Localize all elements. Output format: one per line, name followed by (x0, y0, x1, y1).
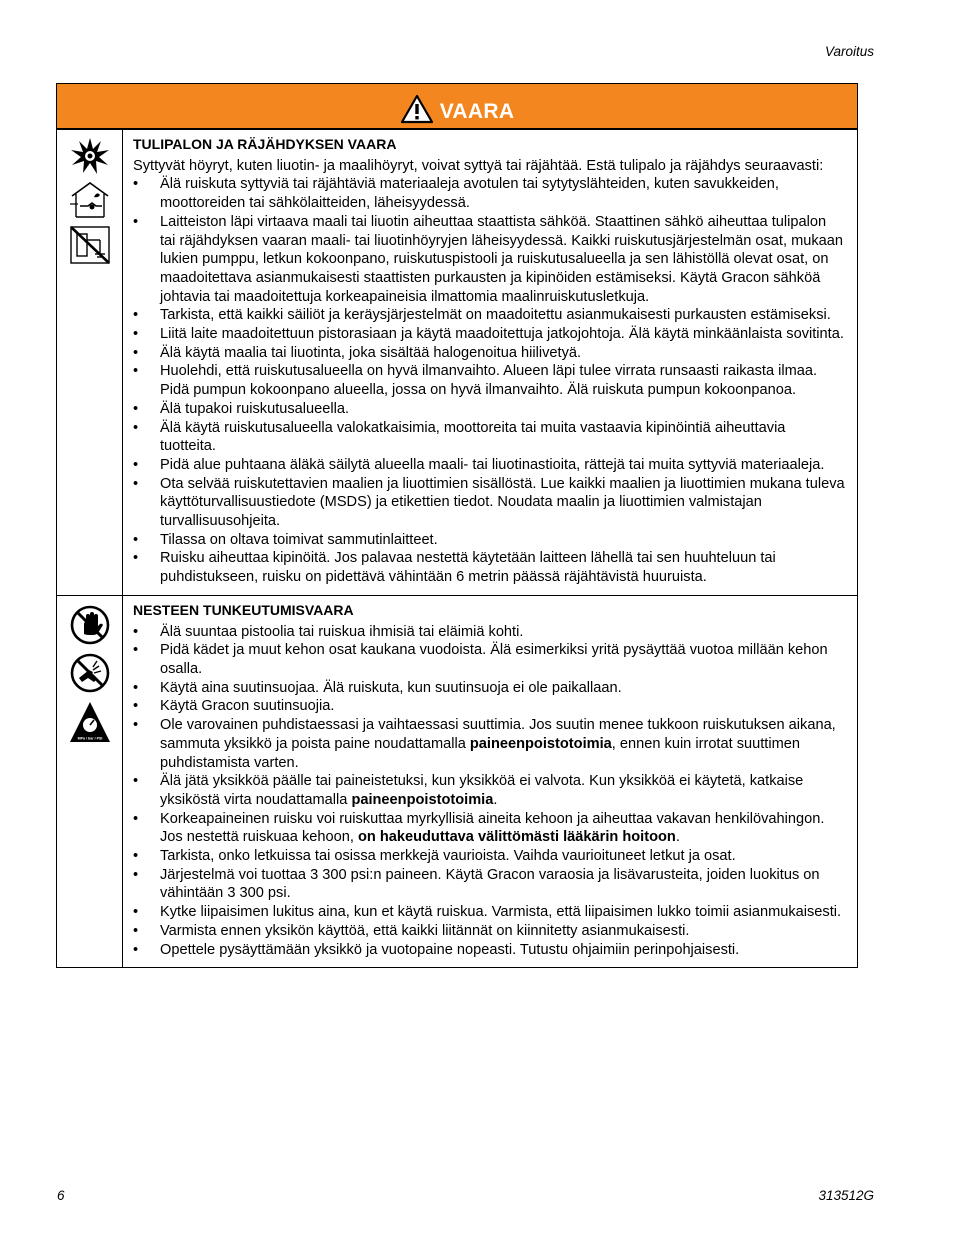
fire-explosion-section (57, 129, 857, 595)
danger-banner (57, 84, 857, 129)
list-item: • Kytke liipaisimen lukitus aina, kun et käytä ruiskua. Varmista, että liipaisimen lukko toimii asianmukaisesti. (133, 903, 845, 922)
list-item: • Järjestelmä voi tuottaa 3 300 psi:n paineen. Käytä Gracon varaosia ja lisävarusteita, joiden luokitus on vähintään 3 300 psi. (133, 866, 845, 903)
list-item: • Tarkista, onko letkuissa tai osissa merkkejä vaurioista. Vaihda vaurioituneet letkut ja osat. (133, 847, 845, 866)
list-item: • Varmista ennen yksikön käyttöä, että kaikki liitännät on kiinnitetty asianmukaisesti. (133, 922, 845, 941)
injection-title: NESTEEN TUNKEUTUMISVAARA (133, 601, 354, 618)
item-text: Ole varovainen puhdistaessasi ja vaihtaessasi suuttimia. Jos suutin menee tukkoon ruiskutuksen aikana, sammuta yksikkö ja poista paine noudattamalla (160, 717, 836, 752)
high-pressure-gauge-icon (68, 700, 112, 744)
fire-icons-column (57, 130, 123, 595)
fire-house-icon (68, 180, 112, 220)
list-item: • Älä tupakoi ruiskutusalueella. (133, 400, 845, 419)
fire-content (123, 130, 857, 595)
item-text: , ennen kuin irrotat suuttimen puhdistamista varten. (160, 735, 800, 771)
list-item: • Opettele pysäyttämään yksikkö ja vuotopaine nopeasti. Tutustu ohjaimiin perinpohjaisesti. (133, 941, 845, 960)
no-hand-icon (69, 604, 111, 646)
list-item: • Älä ruiskuta syttyviä tai räjähtäviä materiaaleja avotulen tai sytytyslähteiden, kuten savukkeiden, moottoreiden tai sähkölaitteiden, läheisyydessä. (133, 175, 845, 212)
item-bold-text: paineenpoistotoimia (351, 791, 494, 808)
banner-title: VAARA (439, 100, 515, 123)
list-item: • Älä suuntaa pistoolia tai ruiskua ihmisiä tai eläimiä kohti. (133, 623, 845, 642)
list-item: • Ota selvää ruiskutettavien maalien ja liuottimien sisällöstä. Lue kaikki maalien ja liuottimien mukana tuleva käyttöturvallisuustiedote (MSDS) ja etikettien tiedot. Noudata maalin ja liuottimien valmistajan turvallisuusohjeita. (133, 475, 845, 531)
list-item: • Käytä Gracon suutinsuojia. (133, 697, 845, 716)
list-item: • Tarkista, että kaikki säiliöt ja keräysjärjestelmät on maadoitettu asianmukaisesti purkausten estämiseksi. (133, 306, 845, 325)
fire-intro: Syttyvät höyryt, kuten liuotin- ja maalihöyryt, voivat syttyä tai räjähtää. Estä tulipalo ja räjähdys seuraavasti: (133, 157, 824, 174)
list-item: • Huolehdi, että ruiskutusalueella on hyvä ilmanvaihto. Alueen läpi tulee virrata runsaasti raikasta ilmaa. Pidä pumpun kokoonpano alueella, jossa on hyvä ilmanvaihto. Älä ruiskuta pumpun kokoonpanoa. (133, 362, 845, 399)
running-header: Varoitus (824, 44, 874, 59)
list-item: • Älä käytä maalia tai liuotinta, joka sisältää halogenoitua hiilivetyä. (133, 344, 845, 363)
injection-list (133, 623, 845, 960)
injection-content (123, 596, 857, 967)
warning-triangle-icon (400, 94, 434, 124)
list-item (133, 772, 845, 809)
fire-title: TULIPALON JA RÄJÄHDYKSEN VAARA (133, 136, 397, 152)
list-item: • Älä käytä ruiskutusalueella valokatkaisimia, moottoreita tai muita vastaavia kipinöintiä aiheuttavia tuotteita. (133, 419, 845, 456)
item-text: . (675, 829, 680, 846)
list-item (133, 810, 845, 847)
list-item: • Pidä kädet ja muut kehon osat kaukana vuodoista. Älä esimerkiksi yritä pysäyttää vuotoa millään kehon osalla. (133, 641, 845, 678)
item-text: Korkeapaineinen ruisku voi ruiskuttaa myrkyllisiä aineita kehoon ja aiheuttaa vakavan henkilövahingon. Jos nestettä ruiskuaa kehoon, (160, 810, 825, 846)
document-number: 313512G (818, 1188, 874, 1203)
list-item: • Käytä aina suutinsuojaa. Älä ruiskuta, kun suutinsuoja ei ole paikallaan. (133, 679, 845, 698)
injection-icons-column (57, 596, 123, 967)
explosion-icon (69, 136, 111, 176)
item-bold-text: paineenpoistotoimia (469, 735, 612, 752)
injection-section (57, 595, 857, 967)
list-item: • Ruisku aiheuttaa kipinöitä. Jos palavaa nestettä käytetään laitteen lähellä tai sen huuhteluun tai puhdistukseen, ruisku on pidettävä vähintään 6 metrin päässä räjähtävistä huuruista. (133, 549, 845, 586)
gauge-label: MPa / bar / PSI (77, 736, 102, 741)
no-grounding-icon (68, 224, 112, 266)
item-bold-text: on hakeuduttava välittömästi lääkärin hoitoon (357, 829, 676, 846)
warning-table (56, 83, 858, 968)
list-item: • Liitä laite maadoitettuun pistorasiaan ja käytä maadoitettuja jatkojohtoja. Älä käytä minkäänlaista sovitinta. (133, 325, 845, 344)
fire-list (133, 175, 845, 586)
list-item (133, 716, 845, 772)
list-item: • Pidä alue puhtaana äläkä säilytä alueella maali- tai liuotinastioita, rättejä tai muita syttyviä materiaaleja. (133, 456, 845, 475)
item-text: . (493, 791, 498, 808)
page-number: 6 (57, 1188, 65, 1203)
list-item: • Laitteiston läpi virtaava maali tai liuotin aiheuttaa staattista sähköä. Staattinen sähkö aiheuttaa tulipalon tai räjähdyksen vaaran maali- tai liuotinhöyryjen läheisyydessä. Kaikki ruiskutusjärjestelmän osat, mukaan lukien pumppu, letkun kokoonpano, ruiskutuspistooli ja ruiskutusalueella ja sen lähistöllä olevat osat, on maadoitettava asianmukaisesti staattisten purkausten ja kipinöiden estämiseksi. Käytä Gracon sähköä johtavia tai maadoitettuja korkeapaineisia ilmattomia maalinruiskutusletkuja. (133, 213, 845, 307)
item-text: Älä jätä yksikköä päälle tai paineistetuksi, kun yksikköä ei valvota. Kun yksikköä ei käytetä, katkaise yksiköstä virta noudattamalla (160, 773, 804, 808)
list-item: • Tilassa on oltava toimivat sammutinlaitteet. (133, 531, 845, 550)
no-spray-at-body-icon (69, 652, 111, 694)
